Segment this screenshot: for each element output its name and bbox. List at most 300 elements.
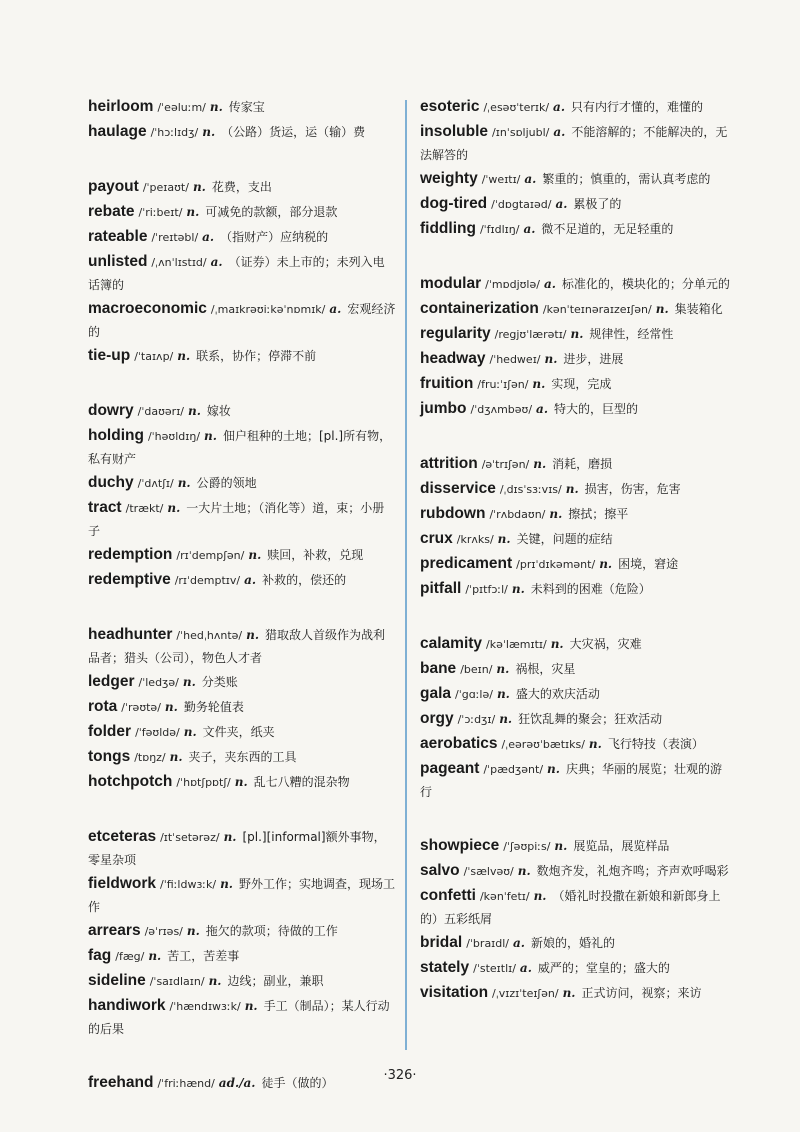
dictionary-entry xyxy=(420,658,732,681)
part-of-speech: n. xyxy=(246,628,260,642)
headword: pageant xyxy=(420,760,480,777)
part-of-speech: n. xyxy=(565,482,579,496)
definition: 庆典；华丽的展览；壮观的游行 xyxy=(420,762,722,799)
headword: aerobatics xyxy=(420,735,498,752)
definition: 边线；副业，兼职 xyxy=(227,974,324,988)
dictionary-entry xyxy=(88,746,396,769)
definition: 勤务轮值表 xyxy=(183,700,244,714)
group-spacer xyxy=(420,243,732,273)
definition: 消耗，磨损 xyxy=(552,457,613,471)
dictionary-entry xyxy=(420,323,732,346)
phonetic: /ˈfɪdlɪŋ/ xyxy=(479,223,520,236)
headword: stately xyxy=(420,959,470,976)
part-of-speech: n. xyxy=(533,889,547,903)
phonetic: /rɪˈdemptɪv/ xyxy=(174,574,241,587)
definition: 威严的；堂皇的；盛大的 xyxy=(537,961,670,975)
phonetic: /ˈfəʊldə/ xyxy=(135,726,180,739)
definition: 狂饮乱舞的聚会；狂欢活动 xyxy=(518,712,663,726)
headword: tract xyxy=(88,499,122,516)
part-of-speech: a. xyxy=(210,255,223,269)
part-of-speech: n. xyxy=(570,327,584,341)
part-of-speech: n. xyxy=(533,457,547,471)
definition: 困境，窘途 xyxy=(618,557,679,571)
dictionary-entry xyxy=(420,758,732,803)
definition: 花费，支出 xyxy=(211,180,272,194)
definition: 关键，问题的症结 xyxy=(516,532,613,546)
headword: freehand xyxy=(88,1074,154,1091)
dictionary-entry xyxy=(420,528,732,551)
phonetic: /ˈbraɪdl/ xyxy=(466,937,510,950)
definition: 特大的，巨型的 xyxy=(554,402,639,416)
definition: 手工（制品）；某人行动的后果 xyxy=(88,999,390,1036)
dictionary-entry xyxy=(88,226,396,249)
definition: 公爵的领地 xyxy=(196,476,257,490)
definition: 规律性，经常性 xyxy=(589,327,674,341)
phonetic: /ˈeəluːm/ xyxy=(157,101,206,114)
headword: insoluble xyxy=(420,123,489,140)
headword: weighty xyxy=(420,170,478,187)
part-of-speech: n. xyxy=(188,404,201,418)
group-spacer xyxy=(88,796,396,826)
phonetic: /kəˈlæmɪtɪ/ xyxy=(486,638,547,651)
phonetic: /ˌeərəʊˈbætɪks/ xyxy=(501,738,585,751)
phonetic: /ɪtˈsetərəz/ xyxy=(160,831,220,844)
headword: headhunter xyxy=(88,626,173,643)
headword: calamity xyxy=(420,635,483,652)
phonetic: /ˌmaɪkrəʊiːkəˈnɒmɪk/ xyxy=(210,303,326,316)
dictionary-entry xyxy=(420,553,732,576)
dictionary-entry xyxy=(420,503,732,526)
entry-group xyxy=(88,400,396,592)
part-of-speech: n. xyxy=(549,507,563,521)
part-of-speech: n. xyxy=(202,125,216,139)
phonetic: /ˈrəʊtə/ xyxy=(121,701,161,714)
part-of-speech: n. xyxy=(186,924,200,938)
part-of-speech: n. xyxy=(511,582,525,596)
definition: 苦工，苦差事 xyxy=(167,949,240,963)
definition: 展览品，展览样品 xyxy=(573,839,670,853)
phonetic: /ˈsælvəʊ/ xyxy=(463,865,514,878)
phonetic: /ˈhɒtʃpɒtʃ/ xyxy=(176,776,231,789)
part-of-speech: a. xyxy=(553,125,566,139)
dictionary-entry xyxy=(420,453,732,476)
phonetic: /ˈpɪtfɔːl/ xyxy=(465,583,508,596)
part-of-speech: a. xyxy=(555,197,568,211)
dictionary-entry xyxy=(420,957,732,980)
part-of-speech: n. xyxy=(223,830,237,844)
headword: gala xyxy=(420,685,452,702)
headword: rateable xyxy=(88,228,148,245)
definition: 数炮齐发，礼炮齐鸣；齐声欢呼喝彩 xyxy=(536,864,729,878)
dictionary-entry xyxy=(420,578,732,601)
definition: 夹子，夹东西的工具 xyxy=(188,750,297,764)
headword: regularity xyxy=(420,325,491,342)
dictionary-entry xyxy=(88,826,396,871)
part-of-speech: n. xyxy=(167,501,181,515)
column-divider xyxy=(405,100,407,1050)
phonetic: /ˈhɔːlɪdʒ/ xyxy=(150,126,199,139)
part-of-speech: n. xyxy=(547,762,560,776)
phonetic: /ˈledʒə/ xyxy=(138,676,179,689)
definition: 嫁妆 xyxy=(206,404,231,418)
headword: disservice xyxy=(420,480,496,497)
part-of-speech: a. xyxy=(523,222,536,236)
headword: redemptive xyxy=(88,571,171,588)
phonetic: /ˈfriːhænd/ xyxy=(157,1077,215,1090)
definition: 猎取敌人首级作为战利品者；猎头（公司），物色人才者 xyxy=(88,628,386,665)
phonetic: /ˌesəʊˈterɪk/ xyxy=(483,101,550,114)
dictionary-entry xyxy=(420,121,732,166)
definition: 文件夹，纸夹 xyxy=(202,725,275,739)
dictionary-entry xyxy=(88,425,396,470)
dictionary-entry xyxy=(420,708,732,731)
headword: orgy xyxy=(420,710,454,727)
dictionary-entry xyxy=(420,633,732,656)
definition: 拖欠的款项；待做的工作 xyxy=(205,924,338,938)
headword: confetti xyxy=(420,887,476,904)
part-of-speech: n. xyxy=(192,180,206,194)
headword: modular xyxy=(420,275,482,292)
headword: heirloom xyxy=(88,98,154,115)
headword: ledger xyxy=(88,673,135,690)
definition: 新娘的，婚礼的 xyxy=(530,936,615,950)
headword: tongs xyxy=(88,748,131,765)
entry-group xyxy=(88,624,396,794)
phonetic: /krʌks/ xyxy=(456,533,494,546)
dictionary-entry xyxy=(88,472,396,495)
phonetic: /ɪnˈsɒljubl/ xyxy=(492,126,550,139)
headword: folder xyxy=(88,723,132,740)
part-of-speech: n. xyxy=(544,352,558,366)
entry-group xyxy=(88,176,396,368)
part-of-speech: n. xyxy=(562,986,576,1000)
part-of-speech: n. xyxy=(554,839,568,853)
dictionary-entry xyxy=(420,96,732,119)
phonetic: /ˈgɑːlə/ xyxy=(455,688,493,701)
dictionary-entry xyxy=(88,544,396,567)
left-column xyxy=(88,96,396,1097)
group-spacer xyxy=(420,805,732,835)
definition: 集装箱化 xyxy=(674,302,723,316)
headword: rota xyxy=(88,698,118,715)
definition: 宏观经济的 xyxy=(88,302,396,339)
definition: （指财产）应纳税的 xyxy=(220,230,329,244)
part-of-speech: a. xyxy=(244,573,257,587)
part-of-speech: a. xyxy=(329,302,342,316)
definition: 补救的，偿还的 xyxy=(262,573,347,587)
definition: 传家宝 xyxy=(228,100,265,114)
definition: 只有内行才懂的，难懂的 xyxy=(571,100,704,114)
definition: 一大片土地；（消化等）道，束；小册子 xyxy=(88,501,385,538)
group-spacer xyxy=(88,370,396,400)
part-of-speech: a. xyxy=(519,961,532,975)
phonetic: /ˈhændɪwɜːk/ xyxy=(169,1000,241,1013)
dictionary-entry xyxy=(88,569,396,592)
dictionary-entry xyxy=(420,885,732,930)
dictionary-entry xyxy=(88,121,396,144)
headword: showpiece xyxy=(420,837,500,854)
dictionary-entry xyxy=(420,398,732,421)
headword: duchy xyxy=(88,474,134,491)
definition: 祸根，灾星 xyxy=(515,662,576,676)
headword: handiwork xyxy=(88,997,166,1014)
definition: 累极了的 xyxy=(573,197,622,211)
definition: 可减免的款额，部分退款 xyxy=(205,205,338,219)
phonetic: /ˈɔːdʒɪ/ xyxy=(457,713,496,726)
headword: macroeconomic xyxy=(88,300,207,317)
group-spacer xyxy=(88,146,396,176)
headword: bridal xyxy=(420,934,463,951)
phonetic: /fæg/ xyxy=(115,950,145,963)
part-of-speech: a. xyxy=(536,402,548,416)
phonetic: /tɒŋz/ xyxy=(134,751,166,764)
headword: etceteras xyxy=(88,828,157,845)
definition: 佃户租种的土地；[pl.]所有物，私有财产 xyxy=(88,429,392,466)
headword: predicament xyxy=(420,555,513,572)
definition: 损害，伤害，危害 xyxy=(584,482,681,496)
definition: 飞行特技（表演） xyxy=(607,737,704,751)
headword: payout xyxy=(88,178,139,195)
part-of-speech: a. xyxy=(543,277,556,291)
headword: visitation xyxy=(420,984,489,1001)
part-of-speech: n. xyxy=(496,687,510,701)
phonetic: /ˈhəʊldɪŋ/ xyxy=(147,430,201,443)
definition: 不能溶解的；不能解决的，无法解答的 xyxy=(420,125,728,162)
headword: unlisted xyxy=(88,253,148,270)
part-of-speech: n. xyxy=(550,637,564,651)
definition: 联系，协作；停滞不前 xyxy=(196,349,317,363)
phonetic: /ˈriːbeɪt/ xyxy=(138,206,183,219)
part-of-speech: n. xyxy=(169,750,183,764)
definition: 繁重的；慎重的，需认真考虑的 xyxy=(542,172,711,186)
page-number: ·326· xyxy=(383,1068,417,1083)
headword: redemption xyxy=(88,546,173,563)
definition: 乱七八糟的混杂物 xyxy=(253,775,350,789)
headword: hotchpotch xyxy=(88,773,173,790)
dictionary-entry xyxy=(420,835,732,858)
entry-group xyxy=(88,96,396,144)
dictionary-entry xyxy=(420,982,732,1005)
part-of-speech: ad./a. xyxy=(218,1076,256,1090)
headword: arrears xyxy=(88,922,141,939)
part-of-speech: n. xyxy=(177,476,191,490)
dictionary-entry xyxy=(420,860,732,883)
definition: 标准化的，模块化的；分单元的 xyxy=(561,277,730,291)
phonetic: /ˌdɪsˈsɜːvɪs/ xyxy=(499,483,562,496)
part-of-speech: n. xyxy=(164,700,178,714)
phonetic: /rɪˈdempʃən/ xyxy=(176,549,245,562)
part-of-speech: n. xyxy=(248,548,262,562)
part-of-speech: n. xyxy=(186,205,200,219)
phonetic: /ˈfiːldwɜːk/ xyxy=(160,878,217,891)
part-of-speech: a. xyxy=(202,230,215,244)
part-of-speech: n. xyxy=(532,377,546,391)
headword: sideline xyxy=(88,972,146,989)
dictionary-entry xyxy=(420,373,732,396)
dictionary-entry xyxy=(88,771,396,794)
definition: 徒手（做的） xyxy=(261,1076,334,1090)
definition: （证券）未上市的；未列入电话簿的 xyxy=(88,255,385,292)
dictionary-entry xyxy=(88,696,396,719)
phonetic: /ˈtaɪʌp/ xyxy=(134,350,174,363)
headword: bane xyxy=(420,660,457,677)
phonetic: /ˈdʌtʃɪ/ xyxy=(137,477,174,490)
definition: 实现，完成 xyxy=(551,377,612,391)
headword: esoteric xyxy=(420,98,480,115)
definition: [pl.][informal]额外事物，零星杂项 xyxy=(88,830,386,867)
phonetic: /regjʊˈlærətɪ/ xyxy=(494,328,567,341)
dictionary-entry xyxy=(420,932,732,955)
dictionary-entry xyxy=(88,721,396,744)
dictionary-entry xyxy=(420,193,732,216)
phonetic: /beɪn/ xyxy=(460,663,493,676)
definition: 微不足道的，无足轻重的 xyxy=(541,222,674,236)
part-of-speech: n. xyxy=(655,302,669,316)
part-of-speech: n. xyxy=(497,532,511,546)
entry-group xyxy=(420,273,732,421)
part-of-speech: a. xyxy=(513,936,525,950)
part-of-speech: a. xyxy=(553,100,565,114)
definition: 进步，进展 xyxy=(563,352,624,366)
entry-group xyxy=(420,835,732,1005)
part-of-speech: a. xyxy=(524,172,537,186)
headword: dog-tired xyxy=(420,195,488,212)
definition: 擦拭；擦平 xyxy=(568,507,629,521)
phonetic: /ˈdɒgtaɪəd/ xyxy=(491,198,552,211)
headword: fiddling xyxy=(420,220,476,237)
headword: crux xyxy=(420,530,453,547)
dictionary-entry xyxy=(88,298,396,343)
phonetic: /ˈsteɪtlɪ/ xyxy=(473,962,516,975)
phonetic: /əˈtrɪʃən/ xyxy=(481,458,530,471)
definition: 正式访问，视察；来访 xyxy=(581,986,702,1000)
headword: dowry xyxy=(88,402,134,419)
part-of-speech: n. xyxy=(209,100,223,114)
entry-group xyxy=(420,96,732,241)
headword: fag xyxy=(88,947,112,964)
dictionary-entry xyxy=(420,298,732,321)
definition: （婚礼时投撒在新娘和新郎身上的）五彩纸屑 xyxy=(420,889,721,926)
headword: containerization xyxy=(420,300,539,317)
dictionary-entry xyxy=(88,873,396,918)
part-of-speech: n. xyxy=(588,737,602,751)
dictionary-entry xyxy=(88,920,396,943)
phonetic: /ˈhedweɪ/ xyxy=(489,353,541,366)
dictionary-entry xyxy=(420,168,732,191)
phonetic: /ˌvɪzɪˈteɪʃən/ xyxy=(492,987,559,1000)
part-of-speech: n. xyxy=(599,557,613,571)
dictionary-entry xyxy=(88,201,396,224)
part-of-speech: n. xyxy=(148,949,162,963)
part-of-speech: n. xyxy=(182,675,196,689)
headword: rebate xyxy=(88,203,135,220)
dictionary-entry xyxy=(88,345,396,368)
dictionary-entry xyxy=(88,400,396,423)
phonetic: /əˈrɪəs/ xyxy=(144,925,183,938)
dictionary-entry xyxy=(420,478,732,501)
dictionary-entry xyxy=(420,273,732,296)
definition: 分类账 xyxy=(201,675,238,689)
dictionary-entry xyxy=(88,497,396,542)
part-of-speech: n. xyxy=(183,725,197,739)
phonetic: /fruːˈɪʃən/ xyxy=(477,378,529,391)
entry-group xyxy=(88,826,396,1040)
phonetic: /ˈpædʒənt/ xyxy=(483,763,544,776)
headword: haulage xyxy=(88,123,147,140)
headword: jumbo xyxy=(420,400,467,417)
phonetic: /kənˈteɪnəraɪzeɪʃən/ xyxy=(542,303,652,316)
dictionary-entry xyxy=(88,945,396,968)
part-of-speech: n. xyxy=(220,877,233,891)
headword: fieldwork xyxy=(88,875,157,892)
entry-group xyxy=(420,453,732,601)
entry-group xyxy=(420,633,732,803)
phonetic: /ˈweɪtɪ/ xyxy=(481,173,521,186)
phonetic: /ˈpeɪaʊt/ xyxy=(142,181,189,194)
dictionary-entry xyxy=(88,96,396,119)
part-of-speech: n. xyxy=(496,662,510,676)
definition: 野外工作；实地调查，现场工作 xyxy=(88,877,395,914)
dictionary-entry xyxy=(88,624,396,669)
phonetic: /ˈmɒdjʊlə/ xyxy=(485,278,540,291)
phonetic: /ˈʃəʊpiːs/ xyxy=(503,840,551,853)
group-spacer xyxy=(420,603,732,633)
part-of-speech: n. xyxy=(517,864,531,878)
phonetic: /ˈrʌbdaʊn/ xyxy=(489,508,546,521)
phonetic: /ˈhedˌhʌntə/ xyxy=(176,629,243,642)
definition: 大灾祸，灾难 xyxy=(569,637,642,651)
headword: pitfall xyxy=(420,580,462,597)
phonetic: /kənˈfetɪ/ xyxy=(479,890,530,903)
part-of-speech: n. xyxy=(234,775,248,789)
group-spacer xyxy=(420,423,732,453)
headword: rubdown xyxy=(420,505,486,522)
definition: 赎回，补救，兑现 xyxy=(267,548,364,562)
dictionary-entry xyxy=(88,995,396,1040)
definition: 盛大的欢庆活动 xyxy=(515,687,600,701)
definition: 未料到的困难（危险） xyxy=(530,582,651,596)
dictionary-entry xyxy=(420,218,732,241)
definition: （公路）货运，运（输）费 xyxy=(221,125,366,139)
phonetic: /ˈsaɪdlaɪn/ xyxy=(149,975,205,988)
phonetic: /ˌʌnˈlɪstɪd/ xyxy=(151,256,207,269)
dictionary-entry xyxy=(88,671,396,694)
part-of-speech: n. xyxy=(204,429,217,443)
headword: salvo xyxy=(420,862,460,879)
headword: tie-up xyxy=(88,347,131,364)
headword: headway xyxy=(420,350,486,367)
part-of-speech: n. xyxy=(244,999,258,1013)
dictionary-entry xyxy=(88,251,396,296)
headword: holding xyxy=(88,427,144,444)
group-spacer xyxy=(88,594,396,624)
phonetic: /ˈdʒʌmbəʊ/ xyxy=(470,403,533,416)
dictionary-entry xyxy=(420,348,732,371)
part-of-speech: n. xyxy=(208,974,222,988)
part-of-speech: n. xyxy=(177,349,191,363)
dictionary-entry xyxy=(88,176,396,199)
headword: attrition xyxy=(420,455,478,472)
dictionary-entry xyxy=(420,683,732,706)
part-of-speech: n. xyxy=(499,712,513,726)
phonetic: /ˈreɪtəbl/ xyxy=(151,231,199,244)
phonetic: /prɪˈdɪkəmənt/ xyxy=(516,558,596,571)
dictionary-entry xyxy=(88,970,396,993)
headword: fruition xyxy=(420,375,474,392)
right-column xyxy=(420,96,732,1007)
dictionary-entry xyxy=(420,733,732,756)
phonetic: /trækt/ xyxy=(125,502,164,515)
